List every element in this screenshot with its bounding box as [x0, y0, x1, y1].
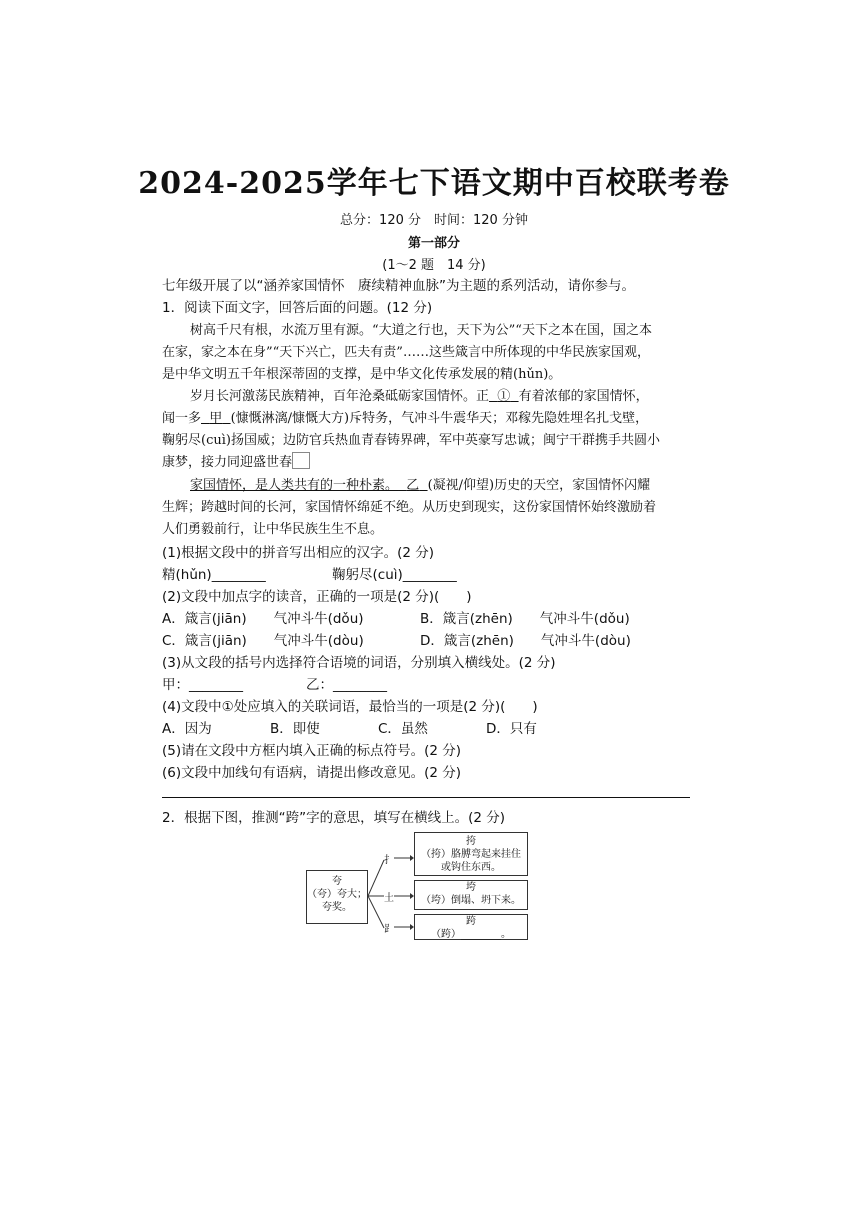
passage-text: 闻一多 — [162, 411, 202, 426]
activity-intro: 七年级开展了以“涵养家国情怀 赓续精神血脉”为主题的系列活动，请你参与。 — [162, 278, 635, 294]
sub-question-answers — [162, 673, 702, 693]
sub-question-stem: (5)请在文段中方框内填入正确的标点符号。(2 分) — [162, 743, 462, 759]
diagram-answer-field[interactable]: （跨）________。 — [431, 929, 511, 940]
diagram-text: 跨 — [466, 916, 476, 927]
q2-stem: 2．根据下图，推测“跨”字的意思，填写在横线上。(2 分) — [162, 810, 505, 826]
blank-yi-mark: 乙 — [406, 478, 420, 493]
radical-label: ⻊ — [384, 924, 394, 935]
diagram-target-box — [414, 914, 528, 940]
blank-jia — [201, 411, 231, 426]
passage-line: 生辉；跨越时间的长河，家国情怀绵延不绝。从历史到现实，这份家国情怀始终激励着 — [162, 500, 657, 515]
diagram-text: 挎 — [466, 836, 476, 847]
diagram-text: 夸 — [332, 876, 342, 887]
passage-text: 康梦，接力同迎盛世春 — [162, 455, 293, 470]
passage-line: 在家，家之本在身”“天下兴亡，匹夫有责”……这些箴言中所体现的中华民族家国观， — [162, 345, 650, 360]
part-heading: 第一部分 — [407, 236, 460, 251]
option-c[interactable]: C．虽然 — [378, 721, 428, 737]
passage-line: 鞠躬尽(cuì)扬国威；边防官兵热血青春铸界碑，军中英豪写忠诚；闽宁干群携手共圆小 — [162, 433, 660, 448]
passage-line — [190, 385, 702, 404]
passage-line: 是中华文明五千年根深蒂固的支撑，是中华文化传承发展的精(hǔn)。 — [162, 367, 562, 382]
diagram-text: 或钩住东西。 — [441, 862, 501, 873]
punctuation-box[interactable] — [292, 452, 310, 469]
radical-label: 扌 — [384, 855, 394, 866]
blank-yi — [398, 478, 428, 493]
sub-question-stem: (1)根据文段中的拼音写出相应的汉字。(2 分) — [162, 545, 435, 561]
diagram-text: （夸）夸大； — [307, 889, 367, 900]
option-d[interactable]: D．只有 — [486, 721, 537, 737]
option-c[interactable]: C．箴言(jiān) 气冲斗牛(dòu) — [162, 633, 364, 649]
answer-field[interactable]: 鞠躬尽(cuì)________ — [332, 567, 457, 583]
blank-jia-mark: 甲 — [209, 411, 223, 426]
passage-line: 人们勇毅前行，让中华民族生生不息。 — [162, 522, 384, 537]
passage-text: (慷慨淋漓/慷慨大方)斥特务，气冲斗牛震华天；邓稼先隐姓埋名扎戈壁， — [230, 411, 649, 426]
sub-question-stem: (4)文段中①处应填入的关联词语，最恰当的一项是(2 分)( ) — [162, 699, 538, 715]
option-row — [162, 629, 702, 649]
option-b[interactable]: B．箴言(zhēn) 气冲斗牛(dǒu) — [420, 611, 630, 627]
blank-1 — [489, 389, 519, 404]
sub-question-stem: (6)文段中加线句有语病，请提出修改意见。(2 分) — [162, 765, 462, 781]
answer-line[interactable] — [162, 797, 690, 798]
passage-line — [190, 474, 702, 493]
answer-field[interactable]: 甲：________ — [162, 677, 243, 693]
option-a[interactable]: A．箴言(jiān) 气冲斗牛(dǒu) — [162, 611, 364, 627]
diagram-text: 夸奖。 — [322, 902, 352, 913]
answer-field[interactable]: 精(hǔn)________ — [162, 567, 266, 583]
diagram-target-box — [414, 880, 528, 910]
passage-line: 树高千尺有根，水流万里有源。“大道之行也，天下为公”“天下之本在国，国之本 — [190, 323, 652, 338]
passage-text: (凝视/仰望)历史的天空，家国情怀闪耀 — [427, 478, 651, 493]
diagram-text: （挎）胳膊弯起来挂住 — [421, 849, 521, 860]
exam-meta: 总分：120 分 时间：120 分钟 — [340, 213, 528, 228]
passage-text: 有着浓郁的家国情怀， — [518, 389, 649, 404]
sub-question-answers — [162, 563, 702, 583]
radical-label: 土 — [384, 893, 394, 904]
diagram-text: 垮 — [466, 882, 476, 893]
passage-line — [162, 407, 702, 426]
option-row — [162, 717, 702, 737]
diagram-text: （垮）倒塌、坍下来。 — [421, 895, 521, 906]
passage-text: 岁月长河激荡民族精神，百年沧桑砥砺家国情怀。正 — [190, 389, 490, 404]
option-b[interactable]: B．即使 — [270, 721, 320, 737]
character-diagram — [306, 830, 532, 942]
sub-question-stem: (3)从文段的括号内选择符合语境的词语，分别填入横线处。(2 分) — [162, 655, 556, 671]
option-d[interactable]: D．箴言(zhēn) 气冲斗牛(dòu) — [420, 633, 631, 649]
answer-field[interactable]: 乙：________ — [306, 677, 387, 693]
option-a[interactable]: A．因为 — [162, 721, 212, 737]
faulty-sentence: 家国情怀，是人类共有的一种朴素。 — [190, 478, 399, 493]
q1-stem: 1．阅读下面文字，回答后面的问题。(12 分) — [162, 300, 433, 316]
part-range: (1～2 题 14 分) — [382, 258, 486, 273]
passage-line — [162, 451, 702, 470]
diagram-target-box — [414, 832, 528, 876]
exam-title: 2024-2025学年七下语文期中百校联考卷 — [138, 166, 730, 201]
sub-question-stem: (2)文段中加点字的读音，正确的一项是(2 分)( ) — [162, 589, 472, 605]
blank-1-mark: ① — [497, 389, 511, 404]
option-row — [162, 607, 702, 627]
